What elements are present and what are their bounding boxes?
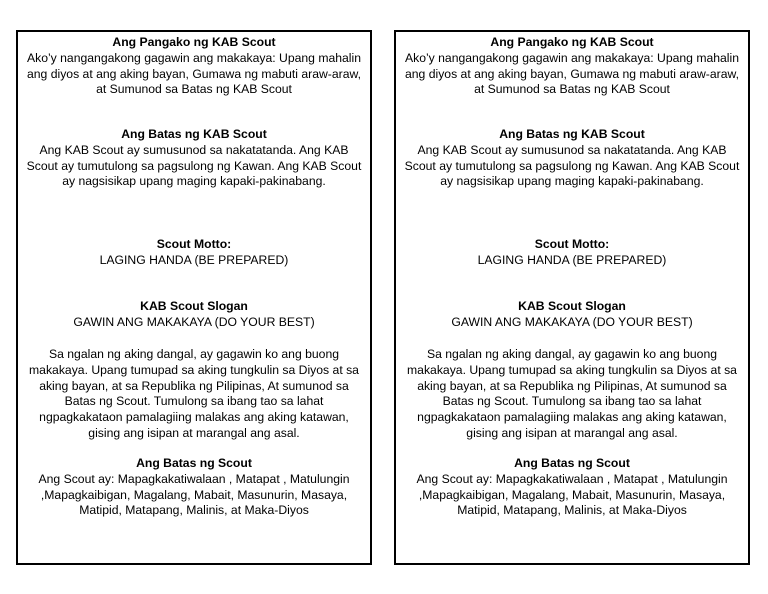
pangako-text: Ako’y nangangakong gagawin ang makakaya: Upang mahalin ang diyos at ang aking bayan, Gumawa ng mabuti araw-araw, at Sumunod sa Batas ng KAB Scout <box>404 50 740 97</box>
slogan-text: GAWIN ANG MAKAKAYA (DO YOUR BEST) <box>451 314 693 329</box>
scout-law-title: Ang Batas ng Scout <box>136 456 252 470</box>
slogan-section <box>396 299 748 331</box>
motto-title: Scout Motto: <box>534 237 610 251</box>
batas-kab-title: Ang Batas ng KAB Scout <box>121 127 267 141</box>
panunumpa-section <box>396 347 748 442</box>
pangako-text: Ako’y nangangakong gagawin ang makakaya: Upang mahalin ang diyos at ang aking bayan, Gumawa ng mabuti araw-araw, at Sumunod sa Batas ng KAB Scout <box>26 50 362 97</box>
pangako-title: Ang Pangako ng KAB Scout <box>490 35 654 49</box>
pangako-title: Ang Pangako ng KAB Scout <box>112 35 276 49</box>
pangako-section <box>18 35 370 98</box>
motto-title: Scout Motto: <box>156 237 232 251</box>
motto-text: LAGING HANDA (BE PREPARED) <box>99 252 289 267</box>
slogan-text: GAWIN ANG MAKAKAYA (DO YOUR BEST) <box>73 314 315 329</box>
motto-section <box>396 237 748 269</box>
panunumpa-text: Sa ngalan ng aking dangal, ay gagawin ko ang buong makakaya. Upang tumupad sa aking tungkulin sa Diyos at sa aking bayan, at sa Republika ng Pilipinas, At sumunod sa Batas ng Scout. Tumulong sa ibang tao sa lahat ngpagkakataon pamalagiing malakas ang aking katawan, gising ang isipan at marangal ang asal. <box>29 347 359 440</box>
batas-kab-section <box>396 127 748 190</box>
pangako-section <box>396 35 748 98</box>
slogan-section <box>18 299 370 331</box>
slogan-title: KAB Scout Slogan <box>140 299 248 313</box>
panunumpa-text: Sa ngalan ng aking dangal, ay gagawin ko ang buong makakaya. Upang tumupad sa aking tungkulin sa Diyos at sa aking bayan, at sa Republika ng Pilipinas, At sumunod sa Batas ng Scout. Tumulong sa ibang tao sa lahat ngpagkakataon pamalagiing malakas ang aking katawan, gising ang isipan at marangal ang asal. <box>407 347 737 440</box>
motto-section <box>18 237 370 269</box>
scout-card-right <box>394 30 750 565</box>
scout-law-text: Ang Scout ay: Mapagkakatiwalaan , Matapat , Matulungin ,Mapagkaibigan, Magalang, Mabait, Masunurin, Masaya, Matipid, Matapang, Malinis, at Maka-Diyos <box>416 471 728 518</box>
scout-law-section <box>396 456 748 519</box>
motto-text: LAGING HANDA (BE PREPARED) <box>477 252 667 267</box>
batas-kab-title: Ang Batas ng KAB Scout <box>499 127 645 141</box>
scout-law-text: Ang Scout ay: Mapagkakatiwalaan , Matapat , Matulungin ,Mapagkaibigan, Magalang, Mabait, Masunurin, Masaya, Matipid, Matapang, Malinis, at Maka-Diyos <box>38 471 350 518</box>
scout-law-title: Ang Batas ng Scout <box>514 456 630 470</box>
panunumpa-section <box>18 347 370 442</box>
batas-kab-text: Ang KAB Scout ay sumusunod sa nakatatanda. Ang KAB Scout ay tumutulong sa pagsulong ng Kawan. Ang KAB Scout ay nagsisikap upang maging kapaki-pakinabang. <box>26 142 362 189</box>
scout-law-section <box>18 456 370 519</box>
batas-kab-text: Ang KAB Scout ay sumusunod sa nakatatanda. Ang KAB Scout ay tumutulong sa pagsulong ng Kawan. Ang KAB Scout ay nagsisikap upang maging kapaki-pakinabang. <box>404 142 740 189</box>
scout-card-left <box>16 30 372 565</box>
batas-kab-section <box>18 127 370 190</box>
slogan-title: KAB Scout Slogan <box>518 299 626 313</box>
